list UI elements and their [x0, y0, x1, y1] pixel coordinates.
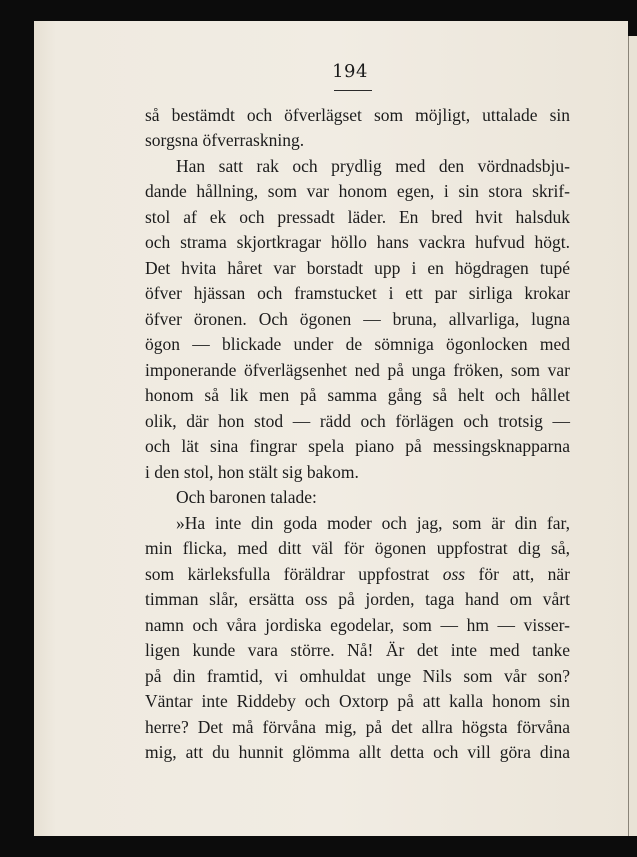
page-number: 194	[332, 61, 368, 82]
text-line: Han satt rak och prydlig med den vördnadsbju-	[176, 156, 570, 176]
text-line: ögon — blickade under de sömniga ögonlocken med	[145, 334, 570, 354]
text-line: imponerande öfverlägsenhet ned på unga fröken, som var	[145, 360, 570, 380]
text-line: ligen kunde vara större. Nå! Är det inte med tanke	[145, 640, 570, 660]
text-line: honom så lik men på samma gång så helt och hållet	[145, 385, 570, 405]
text-line: stol af ek och pressadt läder. En bred hvit halsduk	[145, 207, 570, 227]
text-run: för att, när	[465, 564, 570, 584]
text-line: mig, att du hunnit glömma allt detta och vill göra dina	[145, 742, 570, 762]
text-line: öfver hjässan och framstucket i ett par sirliga krokar	[145, 283, 570, 303]
page-number-rule	[334, 90, 372, 91]
adjacent-page-edge	[628, 36, 637, 836]
text-line: Väntar inte Riddeby och Oxtorp på att kalla honom sin	[145, 691, 570, 711]
text-line: och strama skjortkragar höllo hans vackra hufvud högt.	[145, 232, 570, 252]
text-line: sorgsna öfverraskning.	[145, 130, 305, 150]
text-line: min flicka, med ditt väl för ögonen uppfostrat dig så,	[145, 538, 570, 558]
text-run: som kärleksfulla föräldrar uppfostrat	[145, 564, 443, 584]
text-line: dande hållning, som var honom egen, i sin stora skrif-	[145, 181, 570, 201]
text-line: så bestämdt och öfverlägset som möjligt, uttalade sin	[145, 105, 570, 125]
text-line: Det hvita håret var borstadt upp i en högdragen tupé	[145, 258, 570, 278]
italic-word: oss	[442, 564, 466, 584]
text-line: timman slår, ersätta oss på jorden, taga hand om vårt	[145, 589, 570, 609]
text-line: på din framtid, vi omhuldat unge Nils som vår son?	[145, 666, 570, 686]
text-line: i den stol, hon stält sig bakom.	[145, 462, 359, 482]
text-line: namn och våra jordiska egodelar, som — hm — visser-	[145, 615, 570, 635]
text-line: »Ha inte din goda moder och jag, som är din far,	[176, 513, 570, 533]
text-line: öfver öronen. Och ögonen — bruna, allvarliga, lugna	[145, 309, 570, 329]
text-line: och lät sina fingrar spela piano på messingsknapparna	[145, 436, 570, 456]
text-line: herre? Det må förvåna mig, på det allra högsta förvåna	[145, 717, 570, 737]
text-line: olik, där hon stod — rädd och förlägen och trotsig —	[145, 411, 570, 431]
text-line: Och baronen talade:	[176, 487, 317, 507]
text-line-with-italic	[145, 563, 570, 585]
